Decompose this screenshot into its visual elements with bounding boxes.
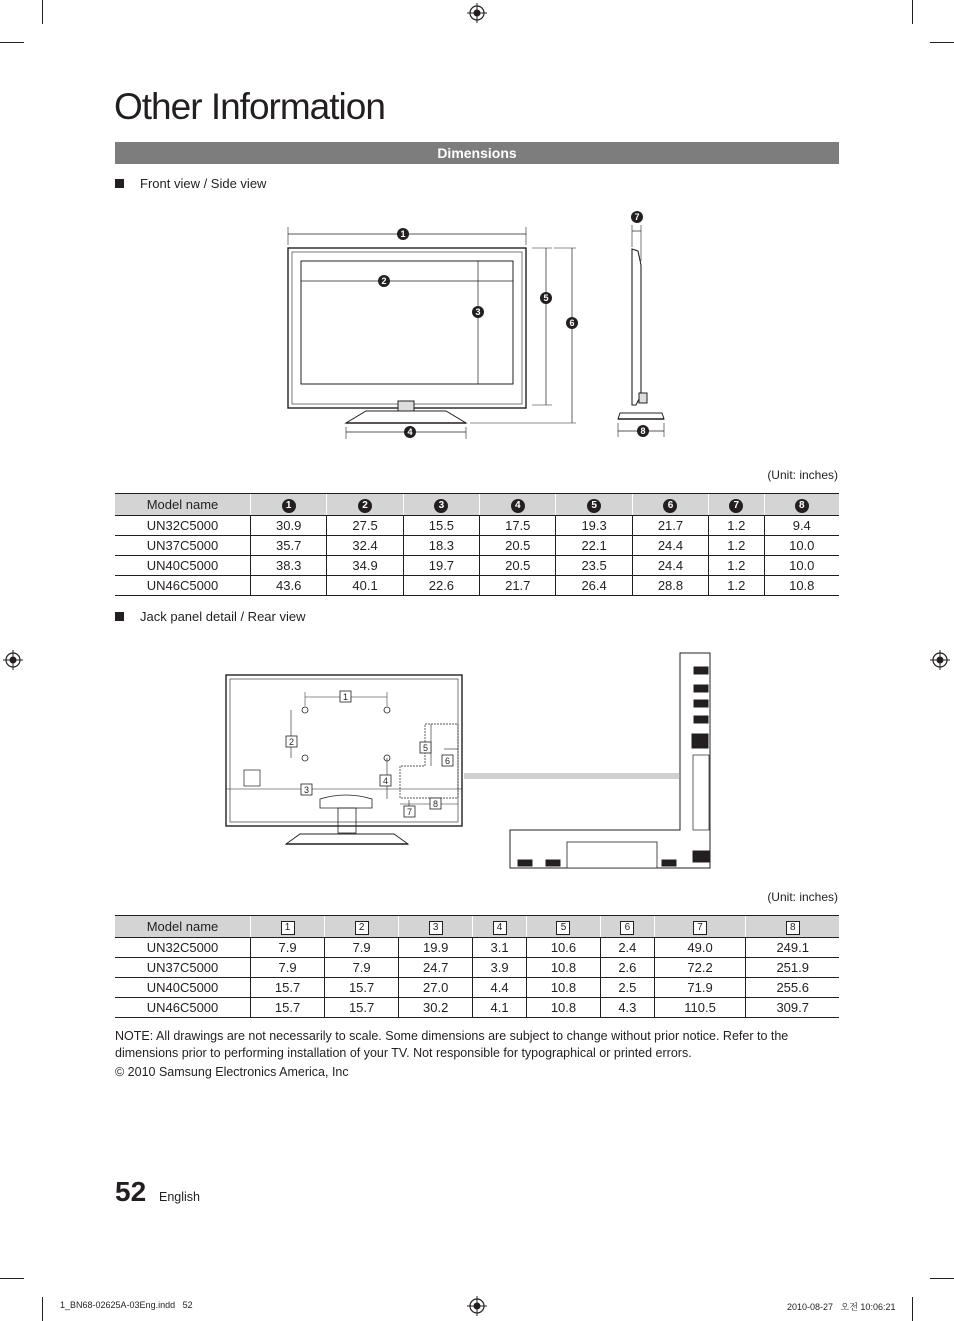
copyright-text: © 2010 Samsung Electronics America, Inc bbox=[115, 1065, 349, 1079]
callout-4: 4 bbox=[511, 499, 525, 513]
table-cell: 10.0 bbox=[764, 536, 839, 556]
table-cell: 10.8 bbox=[526, 958, 600, 978]
table-cell: 10.8 bbox=[764, 576, 839, 596]
page-language: English bbox=[159, 1190, 200, 1204]
callout-5: 5 bbox=[543, 293, 549, 303]
callout-2: 2 bbox=[381, 276, 387, 286]
table-header-row bbox=[115, 494, 839, 516]
rear-callout-5: 5 bbox=[422, 743, 429, 753]
table-cell: 15.7 bbox=[325, 998, 399, 1018]
rear-view-drawing bbox=[220, 648, 720, 873]
callout-3: 3 bbox=[434, 499, 448, 513]
crosshair-target-icon bbox=[467, 1296, 487, 1316]
table-cell: 38.3 bbox=[251, 556, 327, 576]
model-name-cell: UN40C5000 bbox=[115, 978, 251, 998]
table-cell: 19.3 bbox=[556, 516, 632, 536]
column-header bbox=[399, 916, 473, 938]
model-name-cell: UN32C5000 bbox=[115, 516, 251, 536]
bullet-square-icon bbox=[115, 179, 124, 188]
page-number: 52 bbox=[115, 1176, 147, 1207]
crop-mark bbox=[930, 42, 954, 43]
model-name-cell: UN37C5000 bbox=[115, 958, 251, 978]
table-cell: 26.4 bbox=[556, 576, 632, 596]
column-header: Model name bbox=[115, 916, 251, 938]
front-dimensions-table bbox=[115, 493, 839, 596]
table-cell: 34.9 bbox=[327, 556, 403, 576]
table-row bbox=[115, 998, 839, 1018]
callout-5: 5 bbox=[587, 499, 601, 513]
table-cell: 1.2 bbox=[709, 556, 764, 576]
callout-box-6: 6 bbox=[620, 921, 634, 935]
crosshair-target-icon bbox=[930, 650, 950, 670]
column-header bbox=[327, 494, 403, 516]
rear-callout-4: 4 bbox=[382, 776, 389, 786]
table-cell: 32.4 bbox=[327, 536, 403, 556]
model-name-cell: UN46C5000 bbox=[115, 998, 251, 1018]
bullet-square-icon bbox=[115, 612, 124, 621]
table-row bbox=[115, 516, 839, 536]
callout-8: 8 bbox=[640, 426, 646, 436]
front-view-heading bbox=[115, 176, 266, 191]
rear-callout-8: 8 bbox=[432, 799, 439, 809]
table-cell: 10.6 bbox=[526, 938, 600, 958]
crosshair-target-icon bbox=[3, 650, 23, 670]
table-header-row bbox=[115, 916, 839, 938]
table-row bbox=[115, 978, 839, 998]
table-cell: 251.9 bbox=[746, 958, 839, 978]
table-cell: 3.1 bbox=[473, 938, 527, 958]
table-cell: 9.4 bbox=[764, 516, 839, 536]
column-header bbox=[480, 494, 556, 516]
disclaimer-note: NOTE: All drawings are not necessarily to scale. Some dimensions are subject to change without prior notice. Refer to the dimensions prior to performing installation of your TV. Not responsible for typographical or printed errors. bbox=[115, 1029, 789, 1060]
table-row bbox=[115, 556, 839, 576]
table-cell: 2.6 bbox=[601, 958, 655, 978]
table-cell: 40.1 bbox=[327, 576, 403, 596]
table-cell: 22.1 bbox=[556, 536, 632, 556]
table-cell: 19.7 bbox=[403, 556, 479, 576]
table-cell: 255.6 bbox=[746, 978, 839, 998]
rear-callout-6: 6 bbox=[444, 756, 451, 766]
callout-box-5: 5 bbox=[556, 921, 570, 935]
table-cell: 15.7 bbox=[325, 978, 399, 998]
front-side-view-drawing bbox=[270, 205, 690, 445]
table-cell: 4.4 bbox=[473, 978, 527, 998]
callout-box-3: 3 bbox=[429, 921, 443, 935]
table-cell: 30.9 bbox=[251, 516, 327, 536]
table-cell: 15.7 bbox=[251, 998, 325, 1018]
rear-view-heading-text: Jack panel detail / Rear view bbox=[140, 609, 306, 624]
table-cell: 1.2 bbox=[709, 516, 764, 536]
table-cell: 7.9 bbox=[251, 958, 325, 978]
column-header: Model name bbox=[115, 494, 251, 516]
callout-box-4: 4 bbox=[493, 921, 507, 935]
table-cell: 24.7 bbox=[399, 958, 473, 978]
callout-box-2: 2 bbox=[355, 921, 369, 935]
table-cell: 7.9 bbox=[325, 938, 399, 958]
crop-mark bbox=[930, 1278, 954, 1279]
callout-7: 7 bbox=[729, 499, 743, 513]
column-header bbox=[632, 494, 708, 516]
rear-view-heading bbox=[115, 609, 305, 624]
table-cell: 249.1 bbox=[746, 938, 839, 958]
rear-dimensions-table bbox=[115, 915, 839, 1018]
callout-6: 6 bbox=[663, 499, 677, 513]
table-cell: 10.8 bbox=[526, 998, 600, 1018]
crop-mark bbox=[42, 1297, 43, 1321]
callout-8: 8 bbox=[795, 499, 809, 513]
column-header bbox=[251, 916, 325, 938]
table-cell: 19.9 bbox=[399, 938, 473, 958]
table-cell: 309.7 bbox=[746, 998, 839, 1018]
model-name-cell: UN40C5000 bbox=[115, 556, 251, 576]
callout-box-1: 1 bbox=[281, 921, 295, 935]
table-cell: 4.1 bbox=[473, 998, 527, 1018]
rear-callout-2: 2 bbox=[288, 737, 295, 747]
crop-mark bbox=[912, 1297, 913, 1321]
rear-callout-1: 1 bbox=[342, 692, 349, 702]
model-name-cell: UN37C5000 bbox=[115, 536, 251, 556]
rear-callout-7: 7 bbox=[406, 807, 413, 817]
table-cell: 21.7 bbox=[632, 516, 708, 536]
table-cell: 2.5 bbox=[601, 978, 655, 998]
model-name-cell: UN32C5000 bbox=[115, 938, 251, 958]
table-cell: 28.8 bbox=[632, 576, 708, 596]
table-cell: 1.2 bbox=[709, 536, 764, 556]
table-cell: 18.3 bbox=[403, 536, 479, 556]
table-row bbox=[115, 576, 839, 596]
table-cell: 35.7 bbox=[251, 536, 327, 556]
crop-mark bbox=[912, 0, 913, 24]
column-header bbox=[709, 494, 764, 516]
table-cell: 71.9 bbox=[654, 978, 746, 998]
callout-1: 1 bbox=[282, 499, 296, 513]
table-cell: 15.5 bbox=[403, 516, 479, 536]
table-row bbox=[115, 938, 839, 958]
callout-7: 7 bbox=[634, 212, 640, 222]
column-header bbox=[601, 916, 655, 938]
section-header: Dimensions bbox=[115, 142, 839, 164]
table-cell: 20.5 bbox=[480, 556, 556, 576]
table-cell: 27.5 bbox=[327, 516, 403, 536]
table-cell: 21.7 bbox=[480, 576, 556, 596]
table-cell: 27.0 bbox=[399, 978, 473, 998]
table-cell: 23.5 bbox=[556, 556, 632, 576]
table-cell: 20.5 bbox=[480, 536, 556, 556]
callout-box-8: 8 bbox=[786, 921, 800, 935]
callout-6: 6 bbox=[569, 318, 575, 328]
rear-callout-3: 3 bbox=[303, 785, 310, 795]
table-cell: 4.3 bbox=[601, 998, 655, 1018]
rear-unit-label: (Unit: inches) bbox=[767, 890, 838, 904]
column-header bbox=[473, 916, 527, 938]
crop-mark bbox=[0, 42, 24, 43]
crop-mark bbox=[42, 0, 43, 24]
table-cell: 15.7 bbox=[251, 978, 325, 998]
table-row bbox=[115, 536, 839, 556]
column-header bbox=[325, 916, 399, 938]
table-cell: 2.4 bbox=[601, 938, 655, 958]
table-cell: 43.6 bbox=[251, 576, 327, 596]
table-cell: 72.2 bbox=[654, 958, 746, 978]
callout-3: 3 bbox=[475, 307, 481, 317]
column-header bbox=[654, 916, 746, 938]
column-header bbox=[764, 494, 839, 516]
model-name-cell: UN46C5000 bbox=[115, 576, 251, 596]
table-cell: 7.9 bbox=[251, 938, 325, 958]
table-cell: 10.8 bbox=[526, 978, 600, 998]
slug-timestamp: 2010-08-27 오전 10:06:21 bbox=[787, 1302, 896, 1312]
page-title: Other Information bbox=[114, 86, 385, 127]
table-cell: 49.0 bbox=[654, 938, 746, 958]
callout-2: 2 bbox=[358, 499, 372, 513]
callout-1: 1 bbox=[400, 229, 406, 239]
callout-box-7: 7 bbox=[693, 921, 707, 935]
table-cell: 24.4 bbox=[632, 556, 708, 576]
front-unit-label: (Unit: inches) bbox=[767, 468, 838, 482]
table-cell: 3.9 bbox=[473, 958, 527, 978]
front-view-heading-text: Front view / Side view bbox=[140, 176, 267, 191]
crop-mark bbox=[0, 1278, 24, 1279]
table-row bbox=[115, 958, 839, 978]
table-cell: 30.2 bbox=[399, 998, 473, 1018]
table-cell: 22.6 bbox=[403, 576, 479, 596]
column-header bbox=[403, 494, 479, 516]
table-cell: 1.2 bbox=[709, 576, 764, 596]
slug-file-name: 1_BN68-02625A-03Eng.indd 52 bbox=[60, 1300, 193, 1310]
column-header bbox=[251, 494, 327, 516]
callout-4: 4 bbox=[407, 427, 413, 437]
column-header bbox=[526, 916, 600, 938]
table-cell: 24.4 bbox=[632, 536, 708, 556]
table-cell: 110.5 bbox=[654, 998, 746, 1018]
crosshair-target-icon bbox=[467, 3, 487, 23]
table-cell: 17.5 bbox=[480, 516, 556, 536]
column-header bbox=[556, 494, 632, 516]
column-header bbox=[746, 916, 839, 938]
table-cell: 7.9 bbox=[325, 958, 399, 978]
table-cell: 10.0 bbox=[764, 556, 839, 576]
